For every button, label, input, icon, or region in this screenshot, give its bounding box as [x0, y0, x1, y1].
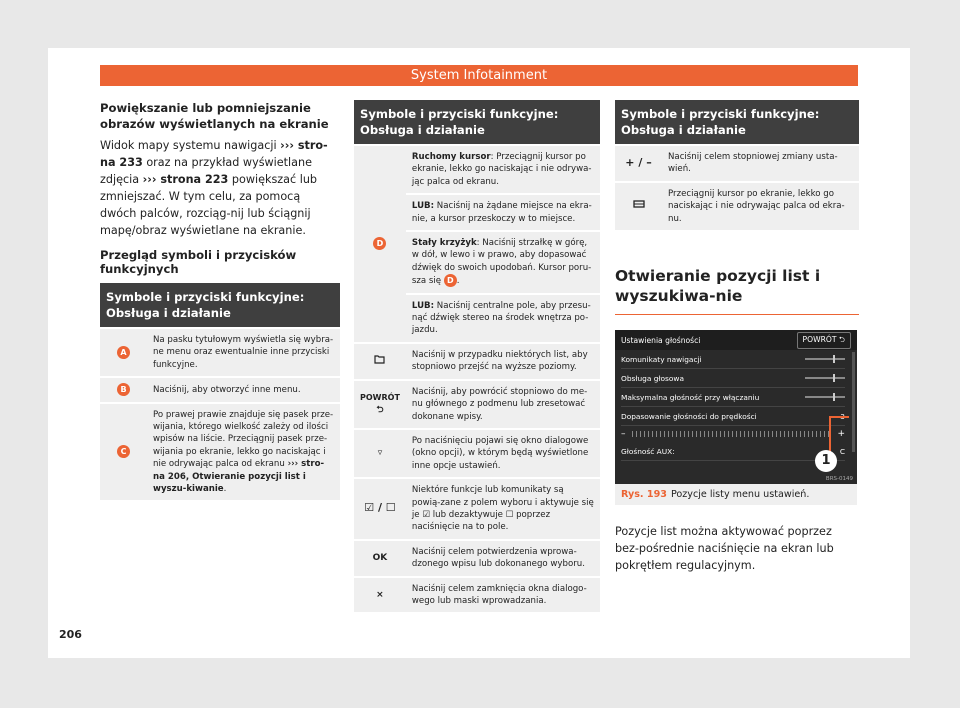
- figure-code: BRS-0149: [825, 476, 853, 483]
- table-header: Symbole i przyciski funkcyjne: Obsługa i działanie: [615, 100, 859, 145]
- row-text: Na pasku tytułowym wyświetla się wybra-ne menu oraz ewentualnie inne przyciski funkcyjne.: [147, 328, 340, 377]
- page-header: System Infotainment: [100, 65, 858, 86]
- row-text: Przeciągnij kursor po ekranie, lekko go naciskając i nie odrywając palca od ekra-nu.: [662, 182, 859, 231]
- zoom-heading: Powiększanie lub pomniejszanie obrazów wyświetlanych na ekranie: [100, 101, 329, 131]
- caption-label: Rys. 193: [621, 489, 667, 501]
- symbols-table-3: [615, 100, 859, 232]
- table-row: [354, 380, 600, 429]
- row-text-main: : Przeciągnij kursor po ekranie, lekko go naciskając i nie odrywa-jąc palca od ekranu.: [411, 152, 592, 187]
- row-text: [406, 294, 600, 343]
- volume-slider[interactable]: [805, 377, 845, 379]
- caption-text: Pozycje listy menu ustawień.: [670, 489, 810, 501]
- list-item-label: Komunikaty nawigacji: [621, 354, 702, 364]
- body-paragraph: Pozycje list można aktywować poprzez bez-pośrednie naciśnięcie na ekran lub pokrętłem regulacyjnym.: [615, 525, 834, 573]
- plus-button[interactable]: +: [837, 429, 845, 440]
- speed-adjust-row: [621, 426, 845, 442]
- table-row: [354, 478, 600, 540]
- row-text-main: Naciśnij centralne pole, aby przesu-nąć dźwięk stereo na środek wnętrza po-jazdu.: [411, 300, 591, 336]
- volume-slider[interactable]: [805, 396, 845, 398]
- screen-title: Ustawienia głośności: [621, 335, 701, 345]
- row-text: [406, 145, 600, 194]
- speed-scale[interactable]: [632, 431, 832, 437]
- table-row: [100, 328, 340, 377]
- row-text: [406, 478, 600, 540]
- row-text: Naciśnij celem potwierdzenia wprowa-dzonego wpisu lub dokonanego wyboru.: [406, 540, 600, 577]
- checkbox-checked-icon: ☑: [422, 509, 431, 520]
- callout-marker: 1: [815, 450, 837, 472]
- ok-button-label: OK: [372, 552, 388, 563]
- back-arrow-icon: ⮌: [376, 405, 384, 416]
- folder-up-icon: [374, 355, 385, 368]
- back-button-label: POWRÓT: [360, 392, 400, 402]
- label-a-icon: A: [117, 346, 130, 359]
- drag-cursor-icon: [633, 200, 645, 212]
- scrollbar[interactable]: [852, 352, 855, 452]
- minus-button[interactable]: –: [621, 429, 626, 440]
- row-text: Naciśnij, aby powrócić stopniowo do me-nu głównego z podmenu lub zresetować dokonane wpisy.: [406, 380, 600, 429]
- row-text-end: .: [456, 276, 460, 287]
- back-button[interactable]: [797, 332, 851, 349]
- page-number: 206: [59, 628, 82, 641]
- checkbox-icon: ☑ / ☐: [364, 501, 396, 515]
- checkbox-empty-icon: ☐: [505, 509, 514, 520]
- symbols-subheading: Przegląd symboli i przycisków funkcyjnych: [100, 248, 297, 276]
- list-item[interactable]: [621, 369, 845, 388]
- row-text-main: Po prawej prawie znajduje się pasek prze-wijania, którego wielkość zależy od ilości wpisów na liście. Przeciągnij pasek prze-wijania po ekranie, lekko go naciskając i nie odrywając palca od ekranu: [153, 409, 334, 470]
- table-header: Symbole i przyciski funkcyjne: Obsługa i działanie: [354, 100, 600, 145]
- column-left: [100, 100, 340, 502]
- back-button-text: POWRÓT: [802, 334, 837, 344]
- row-text: Naciśnij, aby otworzyć inne menu.: [147, 377, 340, 402]
- row-bold: LUB:: [411, 201, 435, 212]
- table-row: [615, 182, 859, 231]
- row-bold: Ruchomy kursor: [411, 152, 491, 162]
- row-text: [147, 403, 340, 502]
- list-item-label: Obsługa głosowa: [621, 373, 684, 383]
- column-right: [615, 100, 859, 574]
- symbols-table-1: [100, 283, 340, 502]
- back-arrow-icon: ⮌: [838, 334, 845, 344]
- manual-page: [48, 48, 910, 658]
- list-item[interactable]: [621, 407, 845, 426]
- dropdown-arrow-icon: ▿: [377, 448, 383, 459]
- label-d-icon: D: [373, 237, 386, 250]
- label-b-icon: B: [117, 383, 130, 396]
- figure-caption: [615, 484, 857, 505]
- label-c-icon: C: [117, 445, 130, 458]
- screen-title-bar: [615, 330, 857, 350]
- row-text-b: lub dezaktywuje: [430, 509, 506, 520]
- row-text-c: poprzez naciśnięcie na to pole.: [411, 509, 551, 533]
- list-item[interactable]: [621, 388, 845, 407]
- zoom-paragraph: [100, 137, 340, 239]
- row-bold: Stały krzyżyk: [411, 238, 477, 249]
- label-d-inline-icon: D: [444, 274, 457, 287]
- table-row: [354, 343, 600, 380]
- zoom-text-a: Widok mapy systemu nawigacji: [100, 139, 281, 152]
- row-text-main: Naciśnij na żądane miejsce na ekra-nie, a kursor przeskoczy w to miejsce.: [411, 201, 592, 224]
- close-icon: ×: [376, 589, 384, 600]
- row-text-a: Niektóre funkcje lub komunikaty są powią-zane z polem wyboru i aktywuje się je: [411, 485, 594, 520]
- link-page-233[interactable]: ››› stro-na 233: [100, 139, 328, 169]
- table-header: Symbole i przyciski funkcyjne: Obsługa i działanie: [100, 283, 340, 328]
- table-row: [354, 540, 600, 577]
- plus-minus-icon: + / –: [625, 155, 652, 169]
- table-row: [354, 145, 600, 194]
- table-row: [100, 403, 340, 502]
- list-item-label: Głośność AUX:: [621, 446, 675, 456]
- symbols-table-2: [354, 100, 600, 614]
- row-text-end: .: [223, 484, 227, 495]
- list-item-label: Maksymalna głośność przy włączaniu: [621, 392, 760, 402]
- callout-line-horizontal: [829, 416, 849, 418]
- row-text: Po naciśnięciu pojawi się okno dialogowe (okno opcji), w którym będą wyświetlone inne opcje ustawień.: [406, 429, 600, 478]
- section-title: Otwieranie pozycji list i wyszukiwa-nie: [615, 266, 859, 315]
- table-row: [100, 377, 340, 402]
- row-text: Naciśnij w przypadku niektórych list, aby stopniowo przejść na wyższe poziomy.: [406, 343, 600, 380]
- list-item[interactable]: [621, 442, 845, 461]
- aux-value: C: [839, 446, 845, 456]
- row-text: [406, 194, 600, 231]
- row-bold: LUB:: [411, 300, 435, 311]
- row-text-main: : Naciśnij strzałkę w górę, w dół, w lewo i w prawo, aby dopasować dźwięk do swoich upodobań. Kursor poru-sza się: [411, 238, 592, 287]
- settings-screenshot: [615, 330, 857, 484]
- table-row: [354, 577, 600, 614]
- zoom-text-c: powiększać lub zmniejszać. W tym celu, za pomocą dwóch palców, rozciąg-nij lub ściągnij mapę/obraz wyświetlane na ekranie.: [100, 173, 318, 237]
- list-item[interactable]: [621, 350, 845, 369]
- volume-slider[interactable]: [805, 358, 845, 360]
- column-middle: [354, 100, 600, 614]
- row-text: [406, 231, 600, 294]
- link-page-206[interactable]: ››› stro-na 206, Otwieranie pozycji list i wyszu-kiwanie: [153, 459, 325, 495]
- link-page-223[interactable]: ››› strona 223: [142, 173, 229, 186]
- list-item-label: Dopasowanie głośności do prędkości: [621, 411, 757, 421]
- zoom-text-b: oraz na przykład wyświetlane zdjęcia: [100, 156, 312, 186]
- row-text: Naciśnij celem zamknięcia okna dialogo-wego lub maski wprowadzania.: [406, 577, 600, 614]
- table-row: [615, 145, 859, 182]
- row-text: Naciśnij celem stopniowej zmiany usta-wień.: [662, 145, 859, 182]
- table-row: [354, 429, 600, 478]
